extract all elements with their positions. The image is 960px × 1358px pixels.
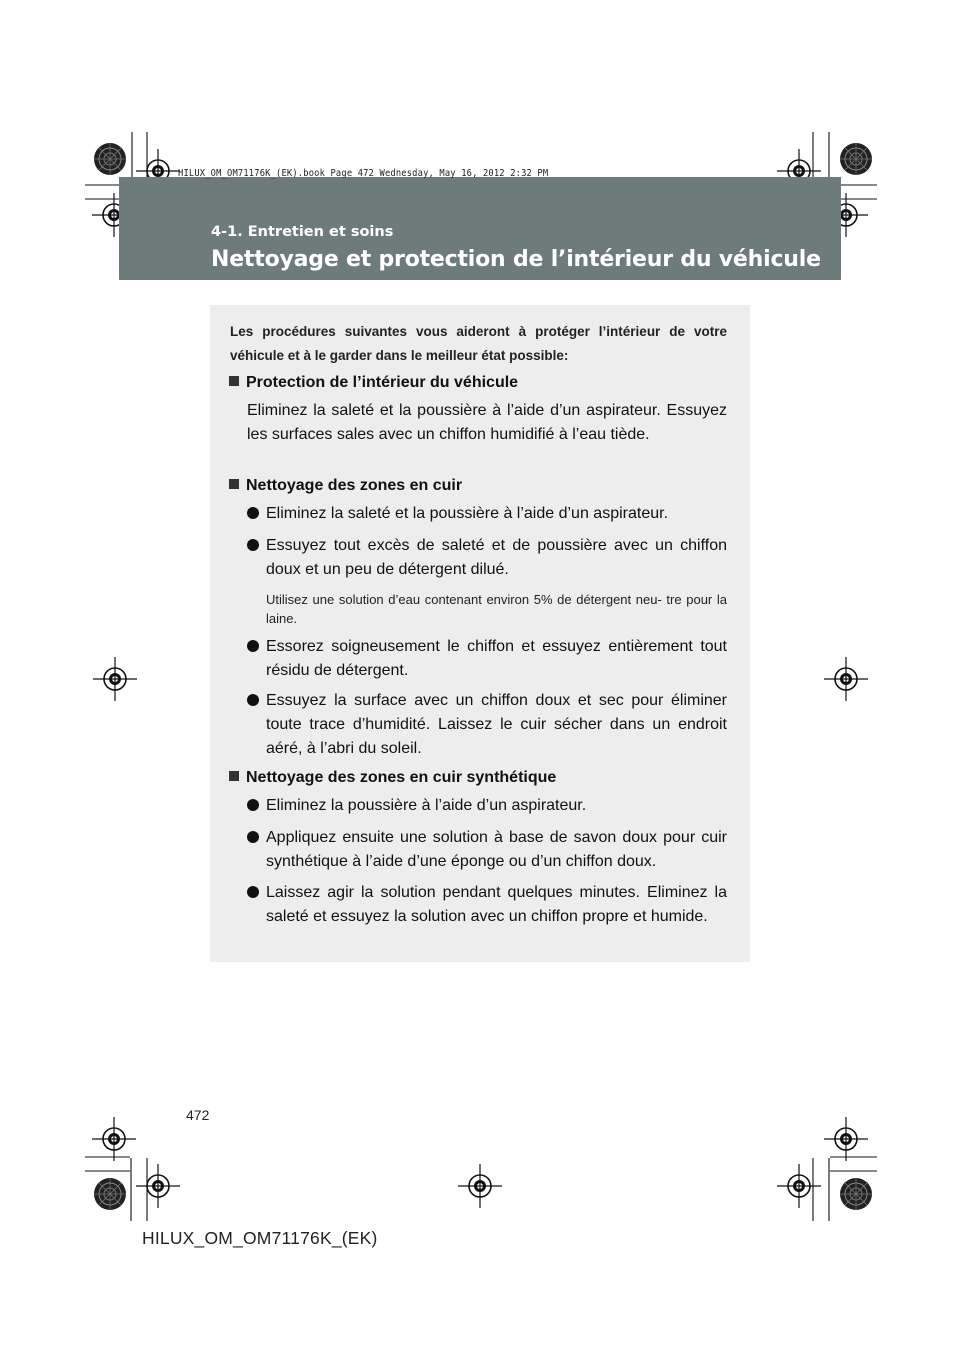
square-bullet-icon: [229, 771, 239, 781]
section-heading-text: Nettoyage des zones en cuir: [246, 477, 463, 494]
list-item-text: Laissez agir la solution pendant quelques minutes. Eliminez la saleté et essuyez la solution avec un chiffon propre et humide.: [266, 884, 727, 925]
crosshair-icon: [777, 1164, 821, 1208]
round-bullet-icon: [247, 640, 259, 652]
round-bullet-icon: [247, 831, 259, 843]
square-bullet-icon: [229, 376, 239, 386]
section-paragraph: Eliminez la saleté et la poussière à l’aide d’un aspirateur. Essuyez les surfaces sales avec un chiffon humidifié à l’eau tiède.: [247, 402, 727, 443]
list-item-text: Essuyez la surface avec un chiffon doux et sec pour éliminer toute trace d’humidité. Laissez le cuir sécher dans un endroit aéré, à l’abri du soleil.: [266, 692, 727, 757]
crosshair-icon: [92, 1117, 136, 1161]
page-number: 472: [186, 1107, 210, 1123]
note-text: Utilisez une solution d’eau contenant environ 5% de détergent neu- tre pour la laine.: [266, 592, 727, 626]
round-bullet-icon: [247, 886, 259, 898]
crosshair-icon: [93, 657, 137, 701]
list-item-text: Appliquez ensuite une solution à base de savon doux pour cuir synthétique à l’aide d’une éponge ou d’un chiffon doux.: [266, 829, 727, 870]
intro-text: Les procédures suivantes vous aideront à protéger l’intérieur de votre véhicule et à le garder dans le meilleur état possible:: [230, 324, 727, 363]
round-bullet-icon: [247, 507, 259, 519]
section-heading: [229, 477, 462, 495]
crosshair-icon: [136, 1164, 180, 1208]
star-target-icon: [840, 143, 872, 175]
round-bullet-icon: [247, 694, 259, 706]
section-heading: [229, 374, 518, 392]
list-item-text: Eliminez la saleté et la poussière à l’aide d’un aspirateur.: [266, 505, 669, 522]
crosshair-icon: [824, 657, 868, 701]
list-item-text: Essuyez tout excès de saleté et de poussière avec un chiffon doux et un peu de détergent dilué.: [266, 537, 727, 578]
square-bullet-icon: [229, 479, 239, 489]
star-target-icon: [94, 143, 126, 175]
list-item-text: Eliminez la poussière à l’aide d’un aspirateur.: [266, 797, 587, 814]
list-item-text: Essorez soigneusement le chiffon et essuyez entièrement tout résidu de détergent.: [266, 638, 727, 679]
crosshair-icon: [824, 1117, 868, 1161]
page-title: Nettoyage et protection de l’intérieur du véhicule: [211, 247, 821, 272]
round-bullet-icon: [247, 799, 259, 811]
section-heading-text: Nettoyage des zones en cuir synthétique: [246, 769, 557, 786]
round-bullet-icon: [247, 539, 259, 551]
section-label: 4-1. Entretien et soins: [211, 224, 394, 240]
star-target-icon: [94, 1178, 126, 1210]
section-heading-text: Protection de l’intérieur du véhicule: [246, 374, 519, 391]
book-slug: HILUX_OM_OM71176K_(EK).book Page 472 Wednesday, May 16, 2012 2:32 PM: [178, 168, 549, 179]
document-code: HILUX_OM_OM71176K_(EK): [142, 1228, 378, 1248]
section-heading: [229, 769, 556, 787]
crosshair-icon: [458, 1164, 502, 1208]
star-target-icon: [840, 1178, 872, 1210]
